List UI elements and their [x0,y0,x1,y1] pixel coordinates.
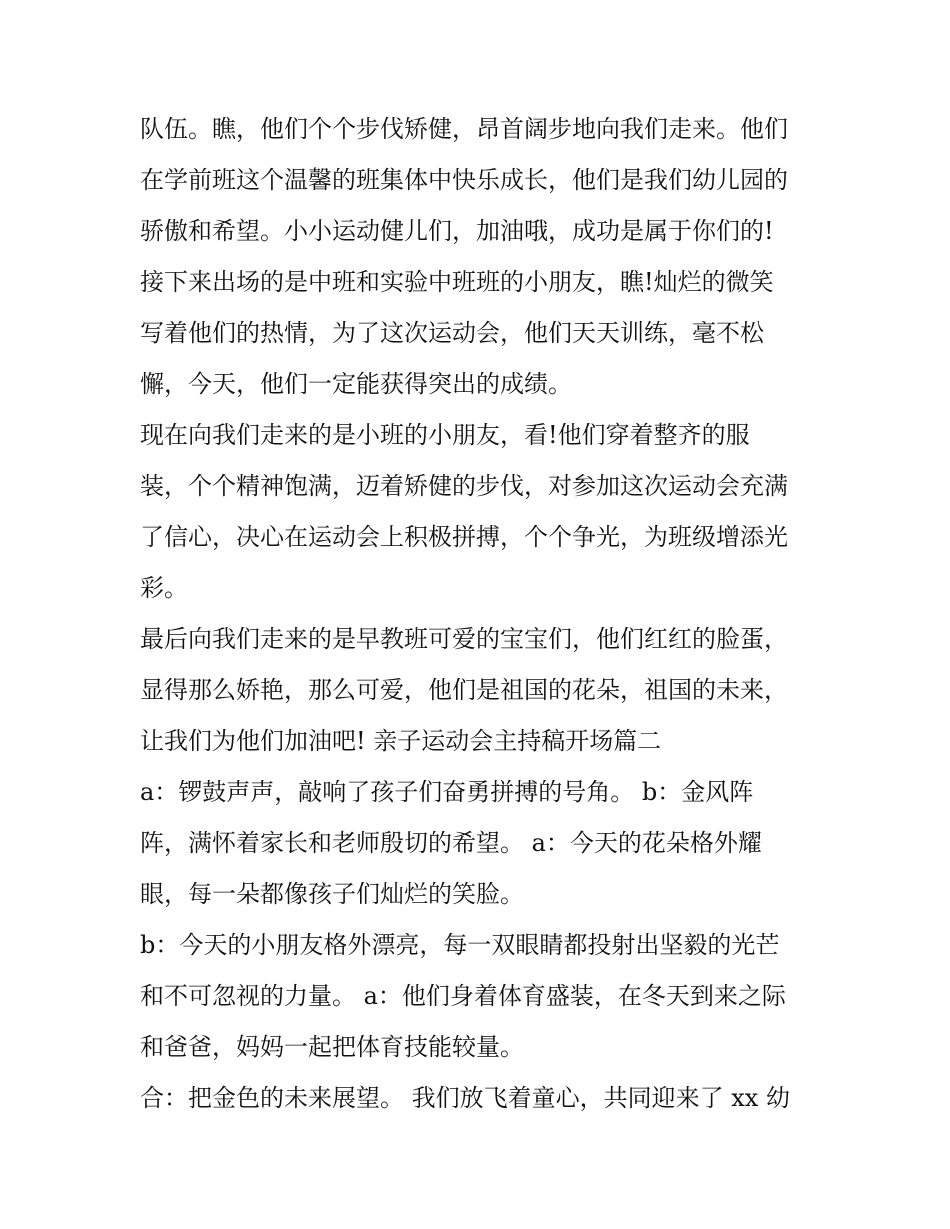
text-line: 懈，今天，他们一定能获得突出的成绩。 [140,370,572,398]
text-line: 阵，满怀着家长和老师殷切的希望。 a：今天的花朵格外耀 [140,829,762,857]
document-body [140,104,830,1124]
text-line: 骄傲和希望。小小运动健儿们，加油哦，成功是属于你们的! [140,217,774,245]
text-line: 眼，每一朵都像孩子们灿烂的笑脸。 [140,880,524,908]
text-line: 显得那么娇艳，那么可爱，他们是祖国的花朵，祖国的未来， [140,676,788,704]
text-line: 在学前班这个温馨的班集体中快乐成长，他们是我们幼儿园的 [140,166,788,194]
text-line: 合：把金色的未来展望。 我们放飞着童心，共同迎来了 xx 幼 [140,1084,790,1112]
text-line: 现在向我们走来的是小班的小朋友，看!他们穿着整齐的服 [140,421,750,449]
text-line: 写着他们的热情，为了这次运动会，他们天天训练，毫不松 [140,319,764,347]
text-line: 队伍。瞧，他们个个步伐矫健，昂首阔步地向我们走来。他们 [140,115,788,143]
text-line: 和爸爸，妈妈一起把体育技能较量。 [140,1033,524,1061]
text-line: 让我们为他们加油吧! 亲子运动会主持稿开场篇二 [140,727,662,755]
text-line: 接下来出场的是中班和实验中班班的小朋友，瞧!灿烂的微笑 [140,268,774,296]
text-line: b：今天的小朋友格外漂亮，每一双眼睛都投射出坚毅的光芒 [140,931,780,959]
text-line: a：锣鼓声声，敲响了孩子们奋勇拼搏的号角。 b：金风阵 [140,778,754,806]
text-line: 最后向我们走来的是早教班可爱的宝宝们，他们红红的脸蛋， [140,625,788,653]
text-line: 了信心，决心在运动会上积极拼搏，个个争光，为班级增添光 [140,523,788,551]
text-line: 和不可忽视的力量。 a：他们身着体育盛装，在冬天到来之际 [140,982,786,1010]
text-line: 装，个个精神饱满，迈着矫健的步伐，对参加这次运动会充满 [140,472,788,500]
text-line: 彩。 [140,574,188,602]
